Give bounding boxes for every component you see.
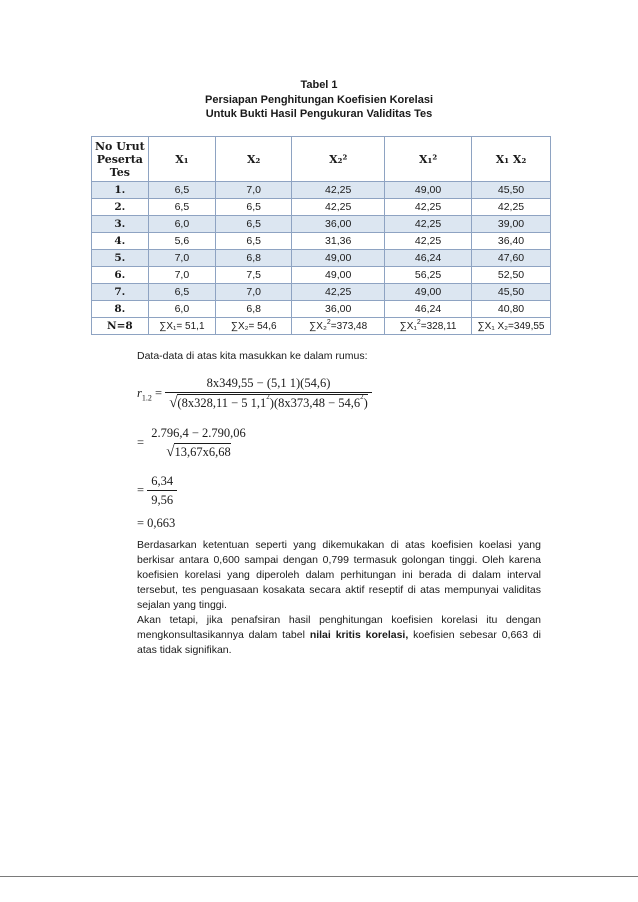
table-cell: 6,5 <box>216 216 292 233</box>
paragraph-2-before: Akan tetapi, jika penafsiran hasil penghitungan koefisien korelasi itu dengan mengkonsultasikannya dalam tabel <box>137 614 541 641</box>
table-cell: 39,00 <box>472 216 551 233</box>
table-cell: 42,25 <box>385 233 472 250</box>
table-cell: 42,25 <box>292 182 385 199</box>
step2-radicand: 13,67x6,68 <box>174 445 231 459</box>
table-row <box>92 250 551 267</box>
total-x1sq-sup: 2 <box>416 318 421 326</box>
table-row <box>92 182 551 199</box>
total-x1x2: ∑X₁ X₂=349,55 <box>472 318 551 335</box>
table-cell: 47,60 <box>472 250 551 267</box>
table-cell: 6,8 <box>216 301 292 318</box>
table-row <box>92 216 551 233</box>
table-cell: 7,5 <box>216 267 292 284</box>
table-cell: 7,0 <box>216 182 292 199</box>
table-cell: 49,00 <box>385 284 472 301</box>
formula-lhs: r <box>137 385 142 400</box>
table-caption <box>0 78 638 122</box>
total-x2sq-pre: ∑X₂ <box>309 320 327 332</box>
paragraph-2-after: koefisien sebesar 0,663 di atas tidak signifikan. <box>137 629 542 656</box>
table-cell: 31,36 <box>292 233 385 250</box>
paragraph-2-bold: nilai kritis korelasi, <box>309 629 409 641</box>
table-cell: 42,25 <box>292 199 385 216</box>
table-row <box>92 199 551 216</box>
caption-line-3: Untuk Bukti Hasil Pengukuran Validitas Tes <box>205 108 433 120</box>
table-cell: 6,5 <box>216 199 292 216</box>
step1-den-c: ) <box>363 396 368 410</box>
formula-step2-numerator: 2.796,4 − 2.790,06 <box>151 426 246 440</box>
formula-step2-fraction <box>147 426 250 461</box>
formula-step-2 <box>137 426 250 461</box>
row-number-cell: 4. <box>92 233 149 250</box>
table-cell: 7,0 <box>148 267 215 284</box>
table-cell: 7,0 <box>148 250 215 267</box>
row-number-cell: 5. <box>92 250 149 267</box>
total-x2sq-sup: 2 <box>326 318 331 326</box>
formula-eq: = <box>155 385 163 400</box>
table-cell: 45,50 <box>472 284 551 301</box>
table-cell: 36,40 <box>472 233 551 250</box>
table-row <box>92 267 551 284</box>
formula-step-3 <box>137 474 177 508</box>
row-number-cell: 2. <box>92 199 149 216</box>
caption-line-1: Tabel 1 <box>300 79 338 91</box>
table-row <box>92 301 551 318</box>
row-number-cell: 6. <box>92 267 149 284</box>
formula-step1-denominator <box>165 392 372 412</box>
intro-text: Data-data di atas kita masukkan ke dalam rumus: <box>137 350 368 362</box>
row-number-cell: 7. <box>92 284 149 301</box>
header-no-urut: No Urut Peserta Tes <box>92 137 149 182</box>
table-cell: 49,00 <box>292 250 385 267</box>
formula-eq-2: = <box>137 435 145 450</box>
formula-step3-fraction <box>147 474 177 508</box>
table-cell: 36,00 <box>292 301 385 318</box>
formula-step3-numerator: 6,34 <box>151 474 174 488</box>
table-cell: 42,25 <box>385 199 472 216</box>
correlation-table <box>91 136 551 335</box>
table-cell: 49,00 <box>385 182 472 199</box>
formula-step1-fraction <box>165 376 372 412</box>
step1-radicand <box>177 394 367 410</box>
total-x1: ∑X₁= 51,1 <box>148 318 215 335</box>
table-cell: 40,80 <box>472 301 551 318</box>
formula-result: = 0,663 <box>137 516 176 530</box>
header-x1x2: X₁ X₂ <box>472 137 551 182</box>
total-x2sq-post: =373,48 <box>330 320 368 332</box>
formula-lhs-sub: 1.2 <box>141 393 152 403</box>
formula-eq-3: = <box>137 482 145 497</box>
header-x2: X₂ <box>216 137 292 182</box>
table-cell: 6,8 <box>216 250 292 267</box>
header-x1: X₁ <box>148 137 215 182</box>
table-cell: 42,25 <box>472 199 551 216</box>
table-cell: 5,6 <box>148 233 215 250</box>
table-cell: 46,24 <box>385 301 472 318</box>
table-cell: 7,0 <box>216 284 292 301</box>
formula-step1-numerator: 8x349,55 − (5,1 1)(54,6) <box>206 376 331 390</box>
table-cell: 36,00 <box>292 216 385 233</box>
formula-step-1 <box>137 376 372 412</box>
step1-sup-b: 2 <box>360 393 364 401</box>
table-cell: 42,25 <box>292 284 385 301</box>
table-cell: 46,24 <box>385 250 472 267</box>
total-x1-squared <box>385 318 472 335</box>
total-x2: ∑X₂= 54,6 <box>216 318 292 335</box>
table-cell: 6,5 <box>216 233 292 250</box>
table-row <box>92 233 551 250</box>
table-cell: 6,5 <box>148 284 215 301</box>
sqrt-symbol-2: √ <box>166 444 175 460</box>
formula-step3-denominator: 9,56 <box>147 490 177 508</box>
step1-den-a: (8x328,11 − 5 1,1 <box>177 396 267 410</box>
table-cell: 45,50 <box>472 182 551 199</box>
footer-rule <box>0 876 638 877</box>
caption-line-2: Persiapan Penghitungan Koefisien Korelasi <box>205 93 433 106</box>
row-number-cell: 3. <box>92 216 149 233</box>
total-row <box>92 318 551 335</box>
formula-step2-denominator <box>147 442 250 461</box>
total-x2-squared <box>292 318 385 335</box>
total-x1sq-post: =328,11 <box>420 320 457 332</box>
step1-sup-a: 2 <box>266 393 270 401</box>
row-number-cell: 1. <box>92 182 149 199</box>
table-cell: 6,0 <box>148 216 215 233</box>
header-x2-squared: X₂² <box>292 137 385 182</box>
total-label: N=8 <box>92 318 149 335</box>
table-cell: 49,00 <box>292 267 385 284</box>
total-x1sq-pre: ∑X₁ <box>399 320 417 332</box>
header-x1-squared: X₁² <box>385 137 472 182</box>
row-number-cell: 8. <box>92 301 149 318</box>
paragraph-2 <box>137 613 541 658</box>
table-cell: 6,5 <box>148 182 215 199</box>
table-header-row <box>92 137 551 182</box>
table-cell: 6,5 <box>148 199 215 216</box>
sqrt-symbol: √ <box>169 395 178 411</box>
table-cell: 52,50 <box>472 267 551 284</box>
table-cell: 42,25 <box>385 216 472 233</box>
step1-den-b: )(8x373,48 − 54,6 <box>269 396 361 410</box>
table-cell: 6,0 <box>148 301 215 318</box>
paragraph-1: Berdasarkan ketentuan seperti yang dikemukakan di atas koefisien koelasi yang berkisar antara 0,600 sampai dengan 0,799 termasuk golongan tinggi. Oleh karena koefisien korelasi yang diperoleh dalam perhitungan ini berada di dalam interval tersebut, tes penguasaan kosakata secara aktif reseptif di atas mempunyai validitas sejalan yang tinggi. <box>137 539 541 611</box>
table-cell: 56,25 <box>385 267 472 284</box>
table-row <box>92 284 551 301</box>
